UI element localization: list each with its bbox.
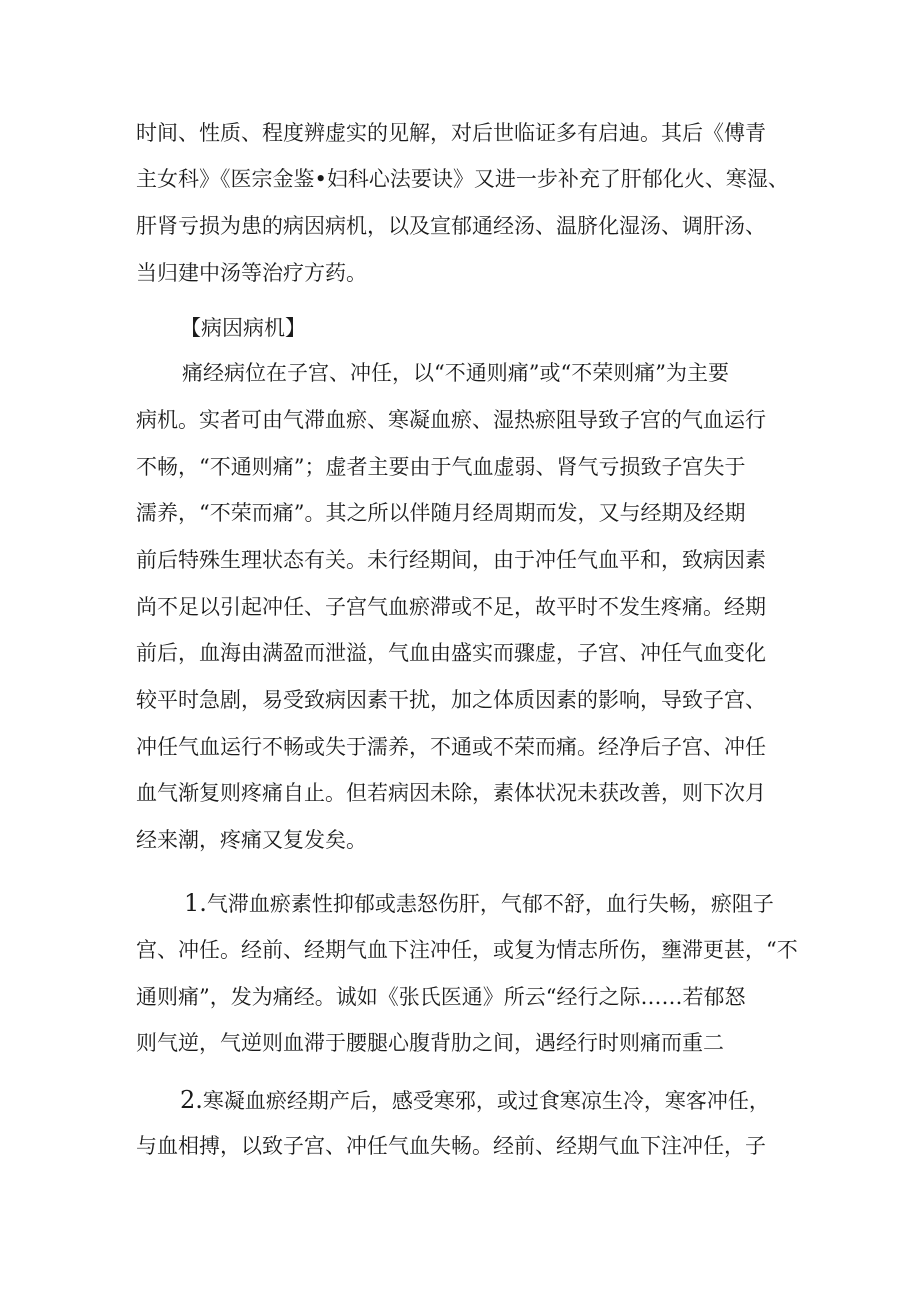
text-line: 濡养，“不荣而痛”。其之所以伴随月经周期而发，又与经期及经期: [136, 501, 746, 525]
text-line: 病机。实者可由气滞血瘀、寒凝血瘀、湿热瘀阻导致子宫的气血运行: [136, 408, 766, 432]
text-line: 当归建中汤等治疗方药。: [136, 261, 367, 285]
text-line: 与血相搏，以致子宫、冲任气血失畅。经前、经期气血下注冲任，子: [136, 1134, 766, 1158]
text-line: 宫、冲任。经前、经期气血下注冲任，或复为情志所伤，壅滞更甚，“不: [136, 938, 798, 962]
text-line: 通则痛”，发为痛经。诚如《张氏医通》所云“经行之际……若郁怒: [136, 985, 746, 1009]
list-item-first-line: [180, 1085, 770, 1116]
text-line: 时间、性质、程度辨虚实的见解，对后世临证多有启迪。其后《傅青: [136, 121, 766, 145]
list-item-first-line: [184, 888, 774, 919]
text-line: 痛经病位在子宫、冲任，以“不通则痛”或“不荣则痛”为主要: [182, 361, 729, 385]
list-item-number: 2.: [180, 1086, 203, 1114]
text-line: 不畅，“不通则痛”；虚者主要由于气血虚弱、肾气亏损致子宫失于: [136, 455, 746, 479]
text-line: 前后，血海由满盈而泄溢，气血由盛实而骤虚，子宫、冲任气血变化: [136, 641, 766, 665]
list-item-text: 气滞血瘀素性抑郁或恚怒伤肝，气郁不舒，血行失畅，瘀阻子: [206, 892, 774, 916]
text-line: 冲任气血运行不畅或失于濡养，不通或不荣而痛。经净后子宫、冲任: [136, 735, 766, 759]
text-line: 尚不足以引起冲任、子宫气血瘀滞或不足，故平时不发生疼痛。经期: [136, 595, 766, 619]
text-line: 主女科》《医宗金鉴•妇科心法要诀》又进一步补充了肝郁化火、寒湿、: [136, 167, 789, 191]
list-item-number: 1.: [184, 889, 207, 917]
text-line: 则气逆，气逆则血滞于腰腿心腹背肋之间，遇经行时则痛而重二: [136, 1031, 724, 1055]
text-line: 经来潮，疼痛又复发矣。: [136, 828, 367, 852]
list-item-text: 寒凝血瘀经期产后，感受寒邪，或过食寒凉生冷，寒客冲任，: [202, 1089, 770, 1113]
text-line: 肝肾亏损为患的病因病机，以及宣郁通经汤、温脐化湿汤、调肝汤、: [136, 214, 766, 238]
text-line: 血气渐复则疼痛自止。但若病因未除，素体状况未获改善，则下次月: [136, 781, 766, 805]
text-line: 前后特殊生理状态有关。未行经期间，由于冲任气血平和，致病因素: [136, 548, 766, 572]
text-line: 较平时急剧，易受致病因素干扰，加之体质因素的影响，导致子宫、: [136, 688, 766, 712]
section-heading: 【病因病机】: [180, 316, 306, 340]
